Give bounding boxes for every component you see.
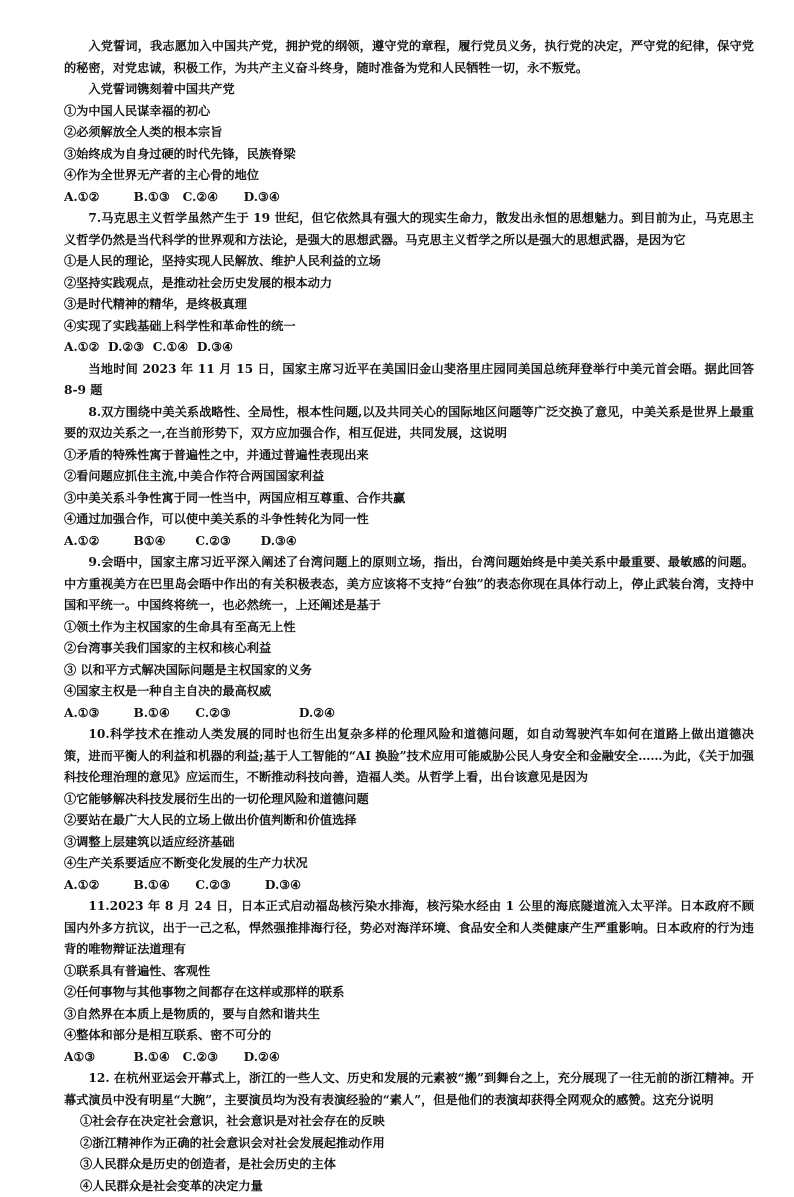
context-8-9: 当地时间 2023 年 11 月 15 日，国家主席习近平在美国旧金山斐洛里庄园同美国总统拜登举行中美元首会晤。据此回答 8-9 题 [64, 359, 754, 402]
question-text: 11.2023 年 8 月 24 日，日本正式启动福岛核污染水排海，核污染水经由 1 公里的海底隧道流入太平洋。日本政府不顾国内外多方抗议，出于一己之私，悍然强推排海行径，势必对海洋环境、食品安全和人类健康产生严重影响。日本政府的行为违背的唯物辩证法道理有 [64, 896, 754, 961]
answer-choices: A①③ B.①④ C.②③ D.②④ [64, 1047, 754, 1069]
option: ②要站在最广大人民的立场上做出价值判断和价值选择 [64, 810, 754, 832]
option: ①为中国人民谋幸福的初心 [64, 101, 754, 123]
option: ③是时代精神的精华，是终极真理 [64, 294, 754, 316]
option: ②坚持实践观点，是推动社会历史发展的根本动力 [64, 273, 754, 295]
answer-choices: A.①② B①④ C.②③ D.③④ [64, 531, 754, 553]
option: ①联系具有普遍性、客观性 [64, 961, 754, 983]
question-intro [64, 36, 754, 208]
question-9 [64, 552, 754, 724]
intro-stem: 入党誓词镌刻着中国共产党 [64, 79, 754, 101]
answer-choices: A.①③ B.①④ C.②③ D.②④ [64, 703, 754, 725]
option: ④人民群众是社会变革的决定力量 [64, 1176, 754, 1197]
option: ③自然界在本质上是物质的，要与自然和谐共生 [64, 1004, 754, 1026]
question-12 [64, 1068, 754, 1197]
option: ①它能够解决科技发展衍生出的一切伦理风险和道德问题 [64, 789, 754, 811]
option: ③调整上层建筑以适应经济基础 [64, 832, 754, 854]
question-text: 8.双方围绕中美关系战略性、全局性，根本性问题,以及共同关心的国际地区问题等广泛交换了意见，中美关系是世界上最重要的双边关系之一,在当前形势下，双方应加强合作，相互促进，共同发展，这说明 [64, 402, 754, 445]
intro-text: 入党誓词，我志愿加入中国共产党，拥护党的纲领，遵守党的章程，履行党员义务，执行党的决定，严守党的纪律，保守党的秘密，对党忠诚，积极工作，为共产主义奋斗终身，随时准备为党和人民牺牲一切，永不叛党。 [64, 36, 754, 79]
option: ①社会存在决定社会意识，社会意识是对社会存在的反映 [64, 1111, 754, 1133]
option: ①是人民的理论，坚持实现人民解放、维护人民利益的立场 [64, 251, 754, 273]
option: ②必须解放全人类的根本宗旨 [64, 122, 754, 144]
option: ①矛盾的特殊性寓于普遍性之中，并通过普遍性表现出来 [64, 445, 754, 467]
exam-page [64, 36, 754, 1197]
option: ③中美关系斗争性寓于同一性当中，两国应相互尊重、合作共赢 [64, 488, 754, 510]
option: ①领土作为主权国家的生命具有至高无上性 [64, 617, 754, 639]
option: ④国家主权是一种自主自决的最高权威 [64, 681, 754, 703]
option: ④整体和部分是相互联系、密不可分的 [64, 1025, 754, 1047]
option: ③人民群众是历史的创造者，是社会历史的主体 [64, 1154, 754, 1176]
option: ②任何事物与其他事物之间都存在这样或那样的联系 [64, 982, 754, 1004]
question-text: 10.科学技术在推动人类发展的同时也衍生出复杂多样的伦理风险和道德问题，如自动驾驶汽车如何在道路上做出道德决策，进而平衡人的利益和机器的利益;基于人工智能的“AI 换脸”技术应用可能威胁公民人身安全和金融安全……为此，《关于加强科技伦理治理的意见》应运而生，不断推动科技向善，造福人类。从哲学上看，出台该意见是因为 [64, 724, 754, 789]
option: ④实现了实践基础上科学性和革命性的统一 [64, 316, 754, 338]
option: ③ 以和平方式解决国际问题是主权国家的义务 [64, 660, 754, 682]
option: ②台湾事关我们国家的主权和核心利益 [64, 638, 754, 660]
answer-choices: A.①② B.①③ C.②④ D.③④ [64, 187, 754, 209]
question-text: 7.马克思主义哲学虽然产生于 19 世纪，但它依然具有强大的现实生命力，散发出永恒的思想魅力。到目前为止，马克思主义哲学仍然是当代科学的世界观和方法论，是强大的思想武器。马克思主义哲学之所以是强大的思想武器，是因为它 [64, 208, 754, 251]
option: ③始终成为自身过硬的时代先锋，民族脊梁 [64, 144, 754, 166]
option: ④生产关系要适应不断变化发展的生产力状况 [64, 853, 754, 875]
option: ②浙江精神作为正确的社会意识会对社会发展起推动作用 [64, 1133, 754, 1155]
option: ②看问题应抓住主流,中美合作符合两国国家利益 [64, 466, 754, 488]
question-7 [64, 208, 754, 359]
option: ④通过加强合作，可以使中美关系的斗争性转化为同一性 [64, 509, 754, 531]
question-10 [64, 724, 754, 896]
question-text: 9.会晤中，国家主席习近平深入阐述了台湾问题上的原则立场，指出，台湾问题始终是中美关系中最重要、最敏感的问题。中方重视美方在巴里岛会晤中作出的有关积极表态，美方应该将不支持“台独”的表态你现在具体行动上，停止武装台湾，支持中国和平统一。中国终将统一，也必然统一，上还阐述是基于 [64, 552, 754, 617]
question-8 [64, 402, 754, 553]
question-11 [64, 896, 754, 1068]
option: ④作为全世界无产者的主心骨的地位 [64, 165, 754, 187]
answer-choices: A.①② D.②③ C.①④ D.③④ [64, 337, 754, 359]
question-text: 12. 在杭州亚运会开幕式上，浙江的一些人文、历史和发展的元素被“搬”到舞台之上，充分展现了一往无前的浙江精神。开幕式演员中没有明星“大腕”，主要演员均为没有表演经验的“素人”，但是他们的表演却获得全网观众的感赞。这充分说明 [64, 1068, 754, 1111]
answer-choices: A.①② B.①④ C.②③ D.③④ [64, 875, 754, 897]
